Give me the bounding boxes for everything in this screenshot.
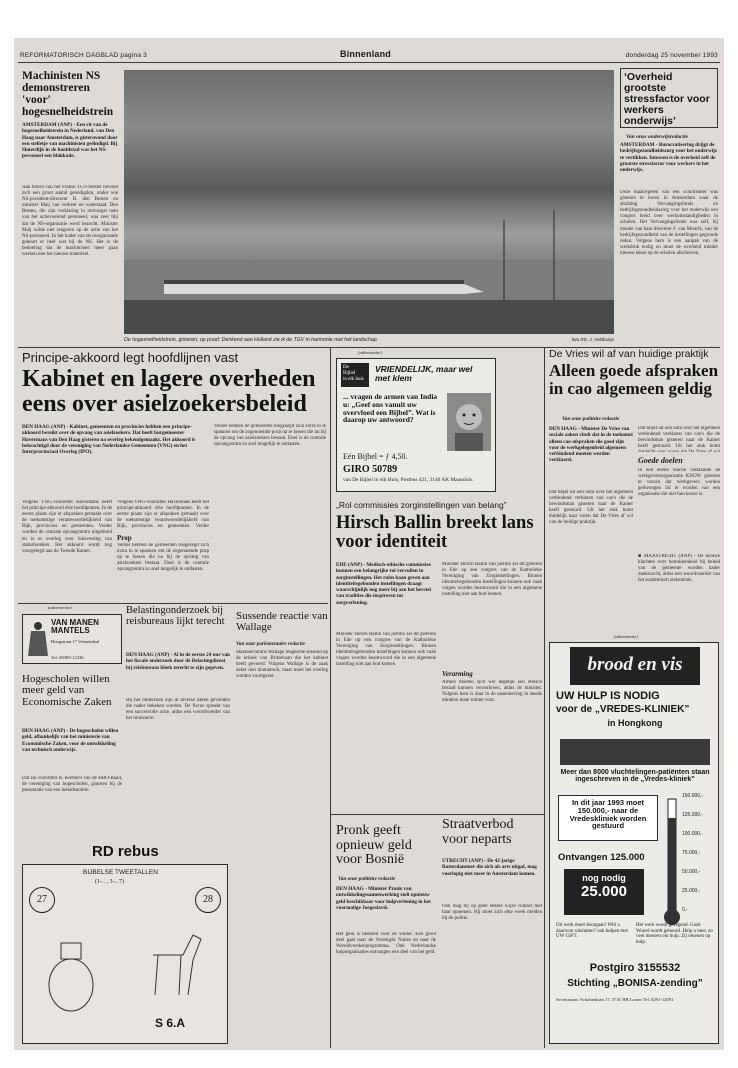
brood-ad [549, 642, 719, 1044]
brood-contact: Secretariaat: Scholtenlaan 17, 3741 HB Losser Tel. 0291-12091 [556, 997, 674, 1002]
straat-body: Ook mag hij op geen enkele wijze contact met haar opnemen. Hij moet zich elke week melden bij de politie. [442, 904, 542, 922]
scale-label: 75.000,- [682, 850, 701, 856]
brood-stichting: Stichting „BONISA-zending” [567, 978, 703, 989]
hirsch-verarming-heading: Verarming [442, 670, 473, 678]
bijbel-price: Eén Bijbel = ƒ 4,50. [343, 452, 408, 461]
pronk-body: Het geld is bedoeld voor de winter. Een groot deel gaat naar de Verenigde Naties en naar de Wereldvoedselprogramma. Ook Nederlandse hulporganisaties ontvangen een deel van het geld. [336, 932, 436, 956]
rebus-right-number: 28 [195, 887, 221, 913]
child-face-icon [447, 393, 491, 451]
section-name: Binnenland [340, 49, 391, 59]
thermometer-icon [662, 797, 682, 927]
machinisten-headline: Machinisten NS demonstreren 'voor' hogesnelheidstrein [22, 70, 114, 118]
issue-date: donderdag 25 november 1993 [625, 52, 718, 59]
bijbel-label: (advertentie) [358, 350, 382, 355]
bijbel-logo-line1: De [343, 365, 349, 370]
cao-headline: Alleen goede afspraken in cao algemeen geldig [549, 361, 719, 398]
bijbel-giro: GIRO 50789 [343, 464, 398, 475]
kabinet-body-col3: Verder hebben de gemeenten toegezegd zich extra in te spannen om de zogenoemde prop op te lossen die nu bij de opvang van asielzoekers bestaat. Doel is de centrale opvangcentra zo snel mogelijk te ontlasten. [214, 424, 326, 448]
scale-label: 125.000,- [682, 812, 704, 818]
vase-icon [41, 925, 101, 1015]
vanmanen-address: Hoogstraat 17 Veenendaal [51, 639, 100, 644]
scale-label: 100.000,- [682, 831, 704, 837]
hogescholen-intro: DEN HAAG (ANP) - De hogescholen willen geld, afhankelijk van het ministerie van Economische Zaken, voor de ontwikkeling van technisch onderwijs. [22, 728, 119, 753]
maastricht-text: ■ MAASTRICHT (ANP) - De nieuwe klachten over betrokkenheid bij beleid van de gemeente worden nader onderzocht, aldus een woordvoerder van het academisch ziekenhuis. [638, 554, 720, 584]
cao-kicker: De Vries wil af van huidige praktijk [549, 348, 709, 360]
onderwijs-headline: ‘Overheid grootste stressfactor voor werkers onderwijs’ [624, 71, 710, 127]
brood-postgiro: Postgiro 3155532 [589, 962, 681, 974]
brood-line4: Meer dan 8000 vluchtelingen-patiënten staan ingeschreven in de „Vredes-kliniek” [560, 769, 710, 784]
bijbel-question: ... vragen de armen van India u: „Geef ons vanuit uw overvloed een Bijbel”. Wat is daarop uw antwoord? [343, 392, 438, 425]
rebus-left-number: 27 [29, 887, 55, 913]
bijbel-logo-line3: in elk huis [343, 377, 364, 382]
building-photo [560, 739, 710, 765]
paper-name: REFORMATORISCH DAGBLAD pagina 3 [20, 52, 147, 59]
child-photo [447, 393, 491, 451]
vanmanen-name: VAN MANEN MANTELS [51, 618, 99, 636]
brood-goal-box [558, 795, 658, 841]
brood-line3: in Hongkong [607, 718, 663, 728]
kabinet-headline: Kabinet en lagere overheden eens over asielzoekersbeleid [22, 366, 316, 417]
brood-still-amount: 25.000 [581, 883, 627, 900]
newspaper-page [14, 38, 724, 1050]
cao-byline: Van onze politieke redactie [562, 416, 620, 422]
belasting-intro: DEN HAAG (ANP) - Al in de eerste 24 uur van het fiscale onderzoek door de Belastingdienst bij reisbureaus bleek terecht te zijn gegeven. [126, 652, 230, 671]
rebus-puzzle [22, 864, 228, 1044]
hirsch-intro: EDE (ANP) - Medisch-ethische commissies kunnen een belangrijke rol vervullen in zorginstellingen. Het ruim baan geven aan identiteitsgebonden instellingen draagt waarschijnlijk nog meer bij aan het herstel van tradities die inspireren tot zorgverlening. [336, 562, 432, 606]
kabinet-kicker: Principe-akkoord legt hoofdlijnen vast [22, 350, 239, 365]
brood-received: Ontvangen 125.000 [558, 852, 645, 863]
bijbel-address: van De Bijbel in elk Huis, Postbus 421, 3140 AK Maassluis. [343, 477, 474, 483]
brood-logo: brood en vis [570, 647, 700, 685]
hirsch-body: Minister Hirsch Ballin van justitie zei dit gisteren in Ede op een congres van de Katholieke Vereniging van Zorginstellingen. Binnen identiteitsgebonden instellingen kunnen ook vaak vragen worden beantwoord die in een algemene instelling niet aan bod komen. [336, 632, 436, 668]
kabinet-body-col2: Volgens VNG-voorzitter Havermans heeft het principe-akkoord drie hoofdpunten. In de eerste plaats zijn er afspraken gemaakt over de toekomstige verantwoordelijkheid van Rijk, provincies en gemeenten. Verder [117, 500, 209, 530]
kabinet-body: Volgens VNG-voorzitter Havermans heeft het principe-akkoord drie hoofdpunten. In de eerste plaats zijn er afspraken gemaakt over de toekomstige verantwoordelijkheid van Rijk, provincies en gemeenten. Verder worden de centrale opvangcentra uitgebreid en is er overleg over huisvesting van statushouders. Het akkoord wordt nog voorgelegd aan de Tweede Kamer. [22, 500, 112, 554]
brood-still-box [564, 869, 644, 915]
brood-line1: UW HULP IS NODIG [556, 690, 660, 702]
vanmanen-label: (advertentie) [48, 605, 72, 610]
brood-help-left: Dit werk moet doorgaan! Wilt u daarvoor uitsluiten? ook helpen met UW GIFT. [556, 923, 628, 940]
brood-goal: In dit jaar 1993 moet 150.000,- naar de Vredeskliniek worden gestuurd [569, 798, 647, 831]
onderwijs-box [620, 68, 718, 128]
scale-label: 50.000,- [682, 869, 701, 875]
kabinet-body2: Verder hebben de gemeenten toegezegd zich extra in te spannen om de zogenoemde prop op te lossen die nu bij de opvang van asielzoekers bestaat. Doel is de centrale opvangcentra zo snel mogelijk te ontlasten. [117, 543, 209, 573]
thermometer-scale [682, 793, 718, 913]
straat-headline: Straatverbod voor neparts [442, 817, 514, 847]
wallage-byline: Van onze parlementaire redactie [236, 641, 306, 647]
pronk-byline: Van onze politieke redactie [338, 876, 396, 882]
wallage-body: Staatssecretaris Wallage reageerde sussend op de kritiek van Britsekaan die het kabinet heeft gevoerd. Volgens Wallage is de zaak zeker niet dramatisch, maar moet het overleg worden voortgezet. [236, 650, 328, 680]
machinisten-body: Aan boord van het Franse TGV-toestel bevond zich een groot aantal genodigden, onder wie NS-president-directeur R. den Besten en minister Maij van verkeer en waterstaat. Den Besten, die zijn verklaring in ontvangst nam van het actievoerend personeel, was zeer blij dat de NS-organisatie werd bezocht. Minister Maij wilde niet reageren op de actie van het NS-personeel. In het kader van de reorganisatie gebeurt er heel wat bij de NS. Het is de bedoeling dat de machinisten meer gaan werken met het nieuwe materieel. [22, 185, 118, 258]
rebus-answer: S 6.A [155, 1016, 186, 1030]
photo-credit: foto RD, J. Veldkamp [571, 337, 614, 342]
belasting-body: Bij het onderzoek zijn al diverse zaken gevonden die nader bekeken worden. De fiscus spreekt van een succesvolle actie, aldus een woordvoerder van het ministerie. [126, 698, 230, 722]
onderwijs-body: Deze maatregelen van een scholfiskter was gisteren te horen in Amsterdam waar de stichting Vervangingsfonds en bedrijfsgezondheidszorg voor het onderwijs een congres hield over werkomstandigheden in scholen. Het Vervangingsfonds was zelf, bij monde van haar directeur F. van Mourik, van de bedrijfsgezondheid van de instellingen gegronde reden. Volgens hem is een aanpak van de werkdruk nodig en moet de overheid minder nieuwe taken op de scholen afschuiven. [620, 190, 718, 256]
belasting-headline: Belastingonderzoek bij reisbureaus lijkt terecht [126, 605, 225, 627]
photo-caption: De hogesnelheidstrein, gisteren, op proef: Denkend aan Holland zie ik de TGV in harmonie met het landschap. [124, 337, 379, 343]
pronk-intro: DEN HAAG - Minister Pronk van ontwikkelingssamenwerking stelt opnieuw geld beschikbaar voor hulpverlening in het voormalige Joegoslavië. [336, 886, 431, 911]
bijbel-slogan: VRIENDELIJK, maar wel met klem [375, 364, 473, 383]
brood-help-right: Het werk wordt gezegend. Gods Woord wordt gehoord. Help u mee, zo veel mensen om hulp. Zij rekenen op hulp. [636, 923, 713, 945]
train-photo [124, 70, 614, 334]
cao-body: Dat blijkt uit een nota over het algemeen verbindend verklaren van cao's die de bewindsman gisteren naar de Kamer heeft gestuurd. Uit het stuk komt duidelijk naar voren dat De Vries af wil van de huidige praktijk. [549, 490, 633, 526]
brood-still-label: nog nodig [582, 873, 626, 883]
scale-label: 0,- [682, 907, 688, 913]
rebus-numbers: (1-.. , 3-.. 7) [95, 879, 124, 885]
hirsch-kicker: „Rol commissies zorginstellingen van belang” [336, 500, 507, 510]
cao-body-col2: Dat blijkt uit een nota over het algemeen verbindend verklaren van cao's die de bewindsman gisteren naar de Kamer heeft gestuurd. Uit het stuk komt [638, 426, 720, 450]
cao-intro: DEN HAAG - Minister De Vries van sociale zaken vindt dat in de toekomst alleen cao-afspraken die goed zijn voor de werkgelegenheid algemeen verbindend moeten worden verklaard. [549, 426, 633, 464]
onderwijs-intro: AMSTERDAM - Burocratisering drijgt de bedrijfsgezondheidszorg voor het onderwijs te vertikken. Intussen is de overheid zelf de grootste stressfactor voor werkers in het onderwijs. [620, 142, 717, 174]
brood-label: (advertentie) [614, 634, 638, 639]
coat-figure-icon [27, 621, 49, 657]
cao-body2: In een eerste reactie verklaarde de werkgeversorganisatie KNOW gisteren te vrezen dat werkgevers worden gedwongen lid te worden van een organisatie die niet hun keuze is. [638, 468, 720, 498]
brood-line2: voor de „VREDES-KLINIEK” [556, 704, 690, 715]
onderwijs-byline: Van onze onderwijsredactie [626, 134, 689, 140]
pronk-headline: Pronk geeft opnieuw geld voor Bosnië [336, 823, 412, 868]
scale-label: 150.000,- [682, 793, 704, 799]
rebus-title: RD rebus [92, 843, 159, 860]
wallage-headline: Sussende reactie van Wallage [236, 610, 328, 634]
hirsch-body-col2: Minister Hirsch Ballin van justitie zei dit gisteren in Ede op een congres van de Katholieke Vereniging van Zorginstellingen. Binnen identiteitsgebonden instellingen kunnen ook vaak vragen worden beantwoord die in een algemene instelling niet aan bod komen. [442, 562, 542, 598]
vanmanen-phone: Tel. 08385-12336 [51, 655, 84, 660]
hirsch-headline: Hirsch Ballin breekt lans voor identiteit [336, 513, 534, 553]
rebus-caption: BIJBELSE TWEETALLEN [83, 869, 158, 876]
hogescholen-body: Dat zei voorzitter R. Kremers van de HBO-Raad, de vereniging van hogescholen, gisteren bij de presentatie van een beleidsnotitie. [22, 776, 122, 794]
hirsch-body2: Armen moeten zich wel degelijk een ethisch beraad kunnen veroorloven, aldus de minister. Volgens hem is daar in de samenleving in steeds mindere mate ruimte voor. [442, 680, 542, 704]
vanmanen-ad [22, 614, 122, 664]
straat-intro: UTRECHT (ANP) - De 42-jarige Rotterdammer die zich als arts uitgaf, mag voorlopig niet meer in Amsterdam komen. [442, 858, 537, 877]
scale-label: 25.000,- [682, 888, 701, 894]
machinisten-intro: AMSTERDAM (ANP) - Een rit van de hogesnelheidstrein in Nederland, van Den Haag naar Amsterdam, is gisteravond door een stelletje van machinisten geëindigd. Bij Sloterdijk in de hoofdstad was het NS-personeel een blokkade. [22, 122, 118, 160]
cao-heading2: Goede doelen [638, 456, 683, 465]
train-landscape-icon [124, 70, 614, 334]
bijbel-ad [336, 358, 496, 492]
kabinet-intro: DEN HAAG (ANP) - Kabinet, gemeenten en provincies hebben een principe-akkoord bereikt over de opvang van asielzoekers. Dat heeft burgemeester Havermans van Den Haag gisteren na overleg bekendgemaakt. Het akkoord is bekrachtigd door de vereniging van Nederlandse Gemeenten (VNG) en het Interprovinciaal Overleg (IPO). [22, 424, 196, 456]
deer-icon [143, 915, 213, 1005]
bijbel-logo [341, 363, 369, 387]
hogescholen-headline: Hogescholen willen meer geld van Economische Zaken [22, 673, 112, 708]
bijbel-logo-line2: Bijbel [343, 371, 356, 376]
kabinet-prop-heading: Prop [117, 534, 132, 542]
